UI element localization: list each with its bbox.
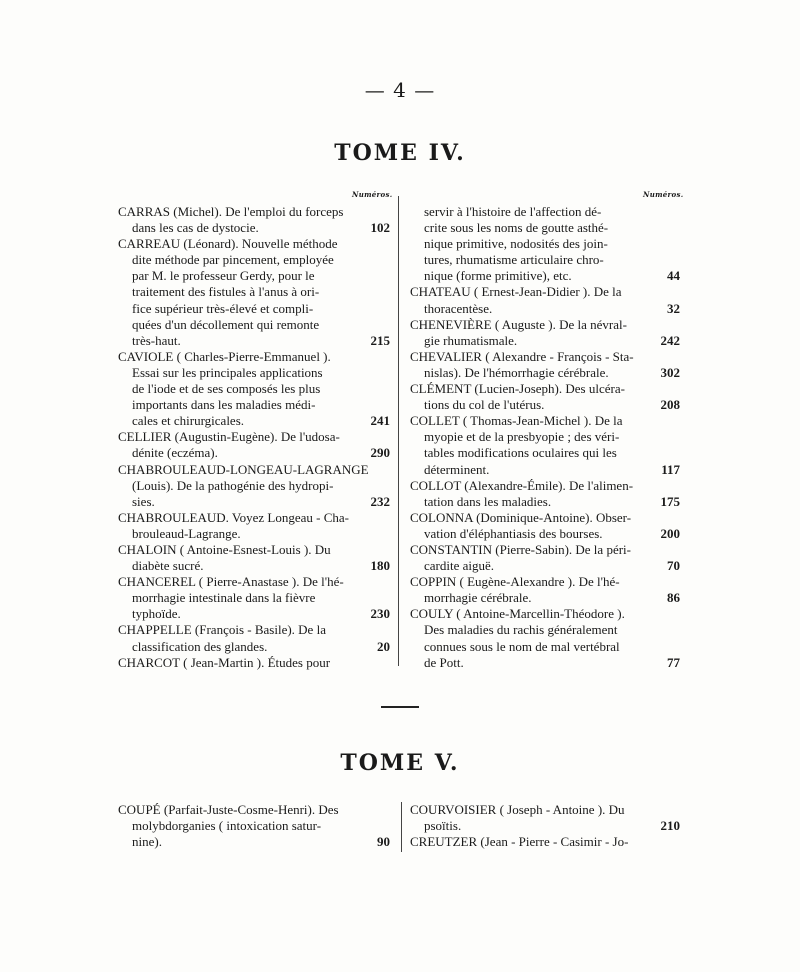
index-entry — [118, 349, 390, 429]
tome-iv-heading: TOME IV. — [334, 140, 466, 166]
entry-text-line: myopie et de la presbyopie ; des véri- — [424, 429, 620, 445]
entry-text-line: molybdorganies ( intoxication satur- — [132, 818, 322, 834]
entry-number: 230 — [370, 606, 390, 622]
entry-text-line: CHAPPELLE (François - Basile). De la — [118, 622, 326, 638]
entry-text-line: CHATEAU ( Ernest-Jean-Didier ). De la — [410, 284, 622, 300]
page-number: — 4 — — [364, 78, 436, 102]
section-rule — [381, 706, 419, 708]
index-entry — [118, 622, 390, 654]
entry-number: 290 — [370, 445, 390, 461]
index-entry — [410, 510, 680, 542]
entry-text-line: tables modifications oculaires qui les — [424, 445, 617, 461]
tome-v-left-column — [118, 802, 390, 850]
entry-text-line: CREUTZER (Jean - Pierre - Casimir - Jo- — [410, 834, 629, 850]
entry-text-line: classification des glandes. — [132, 638, 268, 654]
entry-text-line: psoïtis. — [424, 818, 462, 834]
entry-text-line: quées d'un décollement qui remonte — [132, 316, 320, 332]
entry-text-line: morrhagie intestinale dans la fièvre — [132, 590, 316, 606]
entry-number: 232 — [370, 493, 390, 509]
numeros-label-right: Numéros. — [643, 190, 684, 199]
index-entry — [410, 606, 680, 670]
entry-text-line: diabète sucré. — [132, 558, 204, 574]
entry-text-line: COUPÉ (Parfait-Juste-Cosme-Henri). Des — [118, 802, 339, 817]
entry-number: 180 — [370, 558, 390, 574]
entry-number: 200 — [660, 525, 680, 541]
entry-text-line: gie rhumatismale. — [424, 332, 518, 348]
entry-number: 90 — [377, 834, 390, 850]
entry-text-line: CARRAS (Michel). De l'emploi du forceps — [118, 204, 344, 219]
index-entry — [118, 542, 390, 574]
entry-text-line: très-haut. — [132, 332, 181, 348]
entry-number: 117 — [661, 461, 680, 477]
entry-text-line: (Louis). De la pathogénie des hydropi- — [132, 477, 334, 493]
entry-text-line: COLLOT (Alexandre-Émile). De l'alimen- — [410, 477, 634, 493]
entry-text-line: CHARCOT ( Jean-Martin ). Études pour — [118, 654, 331, 670]
entry-number: 86 — [667, 590, 680, 606]
entry-number: 210 — [660, 818, 680, 834]
entry-number: 208 — [660, 397, 680, 413]
entry-text-line: CONSTANTIN (Pierre-Sabin). De la péri- — [410, 541, 631, 557]
entry-text-line: Essai sur les principales applications — [132, 364, 323, 380]
index-entry — [410, 349, 680, 381]
entry-text-line: CHANCEREL ( Pierre-Anastase ). De l'hé- — [118, 574, 344, 590]
entry-text-line: CHABROULEAUD. Voyez Longeau - Cha- — [118, 509, 349, 525]
entry-text-line: importants dans les maladies médi- — [132, 397, 316, 413]
entry-text-line: dite méthode par pincement, employée — [132, 252, 334, 268]
entry-text-line: COULY ( Antoine-Marcellin-Théodore ). — [410, 606, 625, 622]
entry-number: 20 — [377, 638, 390, 654]
numeros-label-left: Numéros. — [352, 190, 393, 199]
entry-text-line: sies. — [132, 493, 155, 509]
entry-text-line: cardite aiguë. — [424, 558, 495, 574]
entry-text-line: tions du col de l'utérus. — [424, 397, 545, 413]
entry-text-line: COLONNA (Dominique-Antoine). Obser- — [410, 509, 632, 525]
entry-number: 102 — [370, 220, 390, 236]
entry-text-line: CHALOIN ( Antoine-Esnest-Louis ). Du — [118, 541, 331, 557]
index-entry — [410, 802, 680, 834]
index-entry — [410, 478, 680, 510]
entry-text-line: tures, rhumatisme articulaire chro- — [424, 252, 604, 268]
tome-v-right-column — [410, 802, 680, 850]
entry-text-line: typhoïde. — [132, 606, 181, 622]
entry-number: 241 — [370, 413, 390, 429]
index-entry — [410, 204, 680, 284]
column-divider — [398, 196, 399, 666]
entry-number: 32 — [667, 300, 680, 316]
entry-text-line: CHABROULEAUD-LONGEAU-LAGRANGE — [118, 461, 369, 477]
index-entry — [410, 284, 680, 316]
index-entry — [118, 802, 390, 850]
index-entry — [118, 462, 390, 510]
entry-text-line: CHENEVIÈRE ( Auguste ). De la névral- — [410, 316, 627, 332]
index-entry — [410, 381, 680, 413]
entry-text-line: nique primitive, nodosités des join- — [424, 236, 608, 252]
column-divider — [401, 802, 402, 852]
entry-number: 175 — [660, 493, 680, 509]
entry-text-line: dénite (eczéma). — [132, 445, 218, 461]
index-entry — [118, 574, 390, 622]
entry-text-line: tation dans les maladies. — [424, 493, 552, 509]
entry-text-line: vation d'éléphantiasis des bourses. — [424, 525, 603, 541]
index-entry — [410, 574, 680, 606]
entry-text-line: dans les cas de dystocie. — [132, 220, 259, 236]
tome-iv-left-column — [118, 204, 390, 671]
index-entry — [410, 317, 680, 349]
entry-number: 77 — [667, 654, 680, 670]
index-entry — [410, 413, 680, 477]
entry-number: 215 — [370, 332, 390, 348]
entry-text-line: nique (forme primitive), etc. — [424, 268, 572, 284]
entry-text-line: nislas). De l'hémorrhagie cérébrale. — [424, 364, 609, 380]
entry-text-line: de l'iode et de ses composés les plus — [132, 381, 321, 397]
entry-text-line: déterminent. — [424, 461, 490, 477]
entry-text-line: COURVOISIER ( Joseph - Antoine ). Du — [410, 802, 625, 817]
entry-number: 70 — [667, 558, 680, 574]
entry-text-line: COLLET ( Thomas-Jean-Michel ). De la — [410, 413, 623, 429]
entry-text-line: Des maladies du rachis généralement — [424, 622, 618, 638]
tome-iv-right-column — [410, 204, 680, 671]
entry-text-line: brouleaud-Lagrange. — [132, 525, 241, 541]
entry-text-line: traitement des fistules à l'anus à ori- — [132, 284, 320, 300]
entry-text-line: servir à l'histoire de l'affection dé- — [424, 204, 602, 219]
entry-text-line: COPPIN ( Eugène-Alexandre ). De l'hé- — [410, 574, 620, 590]
entry-text-line: CELLIER (Augustin-Eugène). De l'udosa- — [118, 429, 340, 445]
entry-text-line: crite sous les noms de goutte asthé- — [424, 220, 609, 236]
entry-text-line: de Pott. — [424, 654, 464, 670]
index-entry — [410, 834, 680, 850]
index-entry — [410, 542, 680, 574]
entry-number: 302 — [660, 364, 680, 380]
entry-text-line: nine). — [132, 834, 162, 850]
entry-text-line: par M. le professeur Gerdy, pour le — [132, 268, 315, 284]
index-entry — [118, 429, 390, 461]
entry-text-line: thoracentèse. — [424, 300, 493, 316]
entry-text-line: cales et chirurgicales. — [132, 413, 245, 429]
entry-text-line: CLÉMENT (Lucien-Joseph). Des ulcéra- — [410, 381, 625, 397]
entry-text-line: CHEVALIER ( Alexandre - François - Sta- — [410, 348, 634, 364]
index-entry — [118, 655, 390, 671]
entry-number: 242 — [660, 332, 680, 348]
entry-text-line: CAVIOLE ( Charles-Pierre-Emmanuel ). — [118, 348, 331, 364]
index-entry — [118, 510, 390, 542]
entry-text-line: morrhagie cérébrale. — [424, 590, 532, 606]
index-entry — [118, 204, 390, 236]
entry-number: 44 — [667, 268, 680, 284]
entry-text-line: connues sous le nom de mal vertébral — [424, 638, 620, 654]
index-entry — [118, 236, 390, 349]
entry-text-line: fice supérieur très-élevé et compli- — [132, 300, 314, 316]
entry-text-line: CARREAU (Léonard). Nouvelle méthode — [118, 236, 338, 252]
tome-v-heading: TOME V. — [340, 750, 460, 776]
